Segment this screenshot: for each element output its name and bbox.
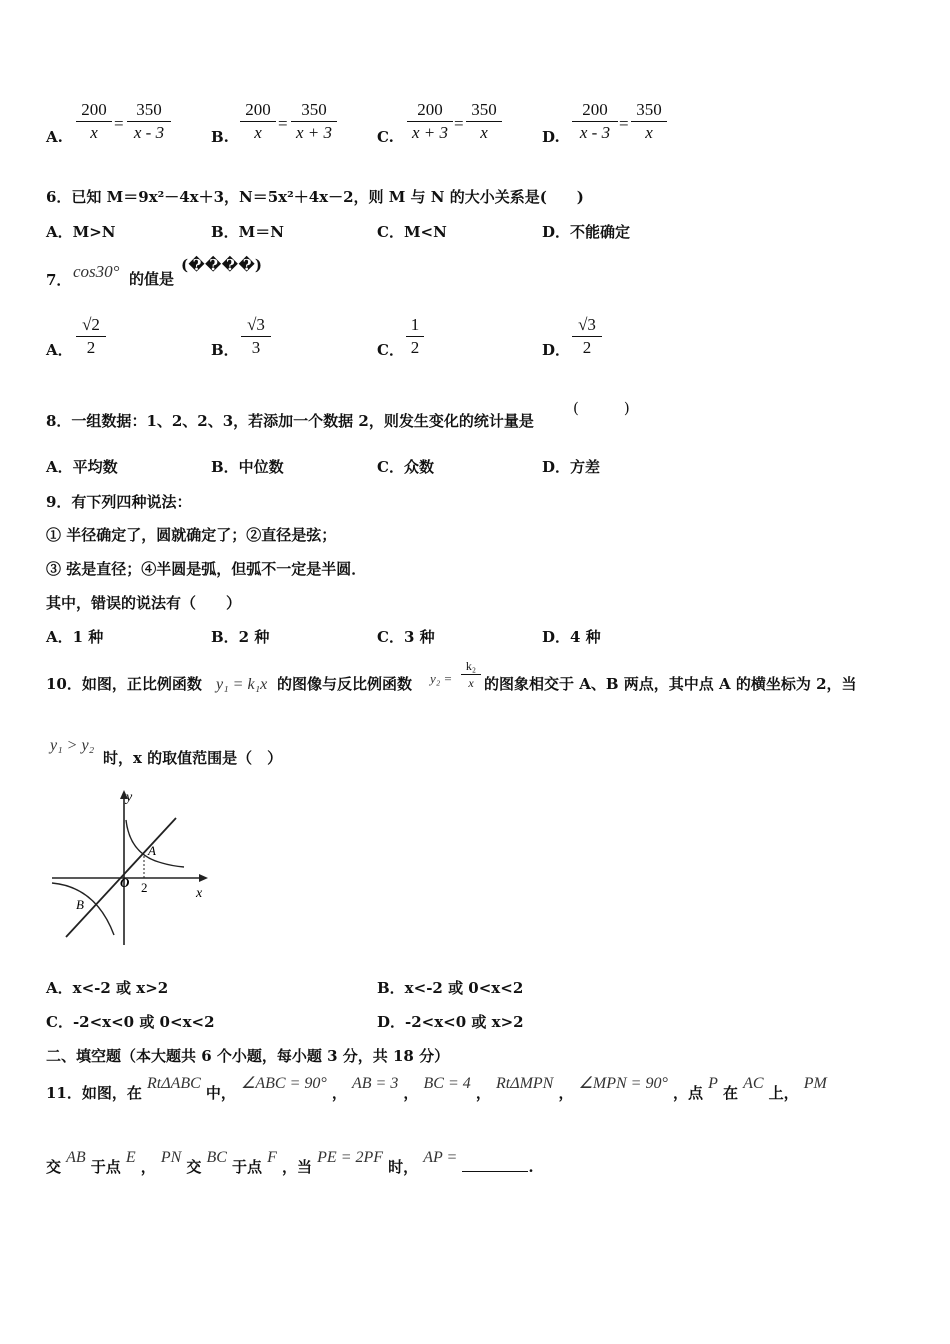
- section-2-title: 二、填空题（本大题共 6 个小题，每小题 3 分，共 18 分）: [46, 1047, 450, 1065]
- q6-option-d[interactable]: D．不能确定: [542, 223, 631, 241]
- q11-seg: ，点: [672, 1084, 703, 1102]
- frac-num: 200: [240, 100, 276, 122]
- q10-option-b[interactable]: B．x<-2 或 0<x<2: [377, 979, 524, 997]
- frac-num: √3: [241, 315, 271, 337]
- q7-expression: cos30°: [73, 262, 120, 281]
- q7-b-fraction: [241, 315, 271, 359]
- q11-seg: ，: [475, 1084, 491, 1102]
- q5-a-right-fraction: [127, 100, 171, 144]
- q5-a-left-fraction: [76, 100, 112, 144]
- q8-option-c[interactable]: C．众数: [377, 458, 434, 476]
- q11-seg: 于点: [90, 1158, 121, 1176]
- equals-sign: =: [619, 114, 629, 133]
- q11-math: RtΔMPN: [495, 1075, 554, 1092]
- origin-label: O: [120, 875, 130, 890]
- frac-num: 350: [466, 100, 502, 122]
- q11-math: PE = 2PF: [317, 1149, 384, 1166]
- q11-seg: 11．如图，在: [46, 1084, 142, 1102]
- q5-option-c-label[interactable]: C.: [377, 128, 394, 146]
- q7-number: 7．: [46, 271, 72, 289]
- q8-option-a[interactable]: A．平均数: [46, 458, 118, 476]
- frac-den: x: [480, 123, 488, 142]
- tick-2-label: 2: [141, 880, 148, 895]
- frac-num: 200: [76, 100, 112, 122]
- frac-den: x: [90, 123, 98, 142]
- q10-f1: y₁ = k₁x: [216, 676, 268, 693]
- q11-math: AP =: [423, 1149, 458, 1166]
- q11-math: F: [267, 1149, 277, 1166]
- equals-sign: =: [114, 114, 124, 133]
- frac-den: x: [645, 123, 653, 142]
- q11-math: ∠ABC = 90°: [241, 1075, 327, 1092]
- q10-part1: 10．如图，正比例函数: [46, 675, 202, 693]
- q7-paren: (����): [181, 256, 262, 274]
- q11-seg: ，: [558, 1084, 574, 1102]
- frac-den: x - 3: [133, 123, 165, 142]
- q11-math: ∠MPN = 90°: [578, 1075, 668, 1092]
- q11-math: PM: [803, 1075, 827, 1092]
- point-b-label: B: [76, 897, 84, 912]
- q7-a-fraction: [76, 315, 106, 359]
- q11-math: AB = 3: [351, 1075, 399, 1092]
- point-a-label: A: [148, 843, 156, 858]
- q11-line2: [46, 1146, 906, 1176]
- frac-den: x: [468, 676, 474, 690]
- q10-f2-lhs: y₂ =: [430, 671, 453, 686]
- q5-d-right-fraction: [631, 100, 667, 144]
- q9-option-a[interactable]: A．1 种: [46, 628, 104, 646]
- frac-num: 350: [291, 100, 337, 122]
- frac-num: 350: [631, 100, 667, 122]
- q11-seg: 时，: [388, 1158, 419, 1176]
- frac-den: 3: [251, 338, 261, 357]
- frac-den: x: [254, 123, 262, 142]
- q8-option-b[interactable]: B．中位数: [211, 458, 284, 476]
- q10-part3: 的图象相交于 A、B 两点，其中点 A 的横坐标为 2，当: [484, 675, 857, 693]
- frac-den: 2: [410, 338, 420, 357]
- frac-num: √2: [76, 315, 106, 337]
- q11-end: .: [528, 1158, 534, 1176]
- q10-f2-fraction: [461, 659, 481, 691]
- frac-num: 200: [572, 100, 618, 122]
- q9-stem: 9．有下列四种说法：: [46, 493, 192, 511]
- frac-num: k₂: [461, 659, 481, 675]
- q7-d-fraction: [572, 315, 602, 359]
- q10-option-a[interactable]: A．x<-2 或 x>2: [46, 979, 169, 997]
- q11-seg: ，: [140, 1158, 156, 1176]
- q5-option-d-label[interactable]: D.: [542, 128, 560, 146]
- q11-math: BC: [206, 1149, 227, 1166]
- frac-num: 350: [127, 100, 171, 122]
- q11-seg: 中，: [205, 1084, 236, 1102]
- frac-den: x + 3: [295, 123, 333, 142]
- q11-math: P: [708, 1075, 718, 1092]
- equals-sign: =: [278, 114, 288, 133]
- frac-num: 1: [406, 315, 424, 337]
- q11-seg: ，: [403, 1084, 419, 1102]
- q11-math: PN: [160, 1149, 182, 1166]
- q5-option-a-label[interactable]: A.: [46, 128, 63, 146]
- q5-b-right-fraction: [291, 100, 337, 144]
- q5-c-left-fraction: [407, 100, 453, 144]
- q5-option-b-label[interactable]: B.: [211, 128, 229, 146]
- q10-option-c[interactable]: C．-2<x<0 或 0<x<2: [46, 1013, 215, 1031]
- frac-den: 2: [86, 338, 96, 357]
- x-label: x: [196, 886, 203, 901]
- y-label: y: [126, 790, 133, 805]
- q11-seg: ，当: [282, 1158, 313, 1176]
- q11-math: E: [125, 1149, 136, 1166]
- x-axis-arrow-icon: [199, 874, 208, 882]
- frac-num: 200: [407, 100, 453, 122]
- frac-den: x + 3: [411, 123, 449, 142]
- q5-d-left-fraction: [572, 100, 618, 144]
- q7-option-a-label[interactable]: A．: [46, 341, 73, 359]
- q6-option-a[interactable]: A．M>N: [46, 223, 116, 241]
- q10-part4: 时，x 的取值范围是（ ）: [103, 749, 283, 767]
- q11-seg: 上，: [768, 1084, 799, 1102]
- q7-c-fraction: [406, 315, 424, 359]
- q11-seg: 在: [722, 1084, 738, 1102]
- q5-c-right-fraction: [466, 100, 502, 144]
- q10-option-d[interactable]: D．-2<x<0 或 x>2: [377, 1013, 524, 1031]
- q6-stem: 6．已知 M＝9x²－4x＋3，N＝5x²＋4x－2，则 M 与 N 的大小关系是( ): [46, 188, 584, 206]
- q9-option-b[interactable]: B．2 种: [211, 628, 270, 646]
- frac-num: √3: [572, 315, 602, 337]
- q8-stem: 8．一组数据：1、2、2、3，若添加一个数据 2，则发生变化的统计量是: [46, 412, 534, 430]
- q9-line3: 其中，错误的说法有（ ）: [46, 594, 242, 612]
- q11-seg: ，: [331, 1084, 347, 1102]
- q5-b-left-fraction: [240, 100, 276, 144]
- frac-den: 2: [582, 338, 592, 357]
- q7-tail: 的值是: [129, 270, 175, 288]
- q8-paren: ( ): [573, 399, 630, 417]
- q6-option-b[interactable]: B．M＝N: [211, 223, 284, 241]
- q11-math: AB: [66, 1149, 86, 1166]
- q11-math: RtΔABC: [146, 1075, 201, 1092]
- q10-condition: y₁ > y₂: [50, 737, 95, 754]
- q10-part2: 的图像与反比例函数: [277, 675, 413, 693]
- q7-option-b-label[interactable]: B．: [211, 341, 239, 359]
- q6-option-c[interactable]: C．M<N: [377, 223, 447, 241]
- q11-seg: 交: [46, 1158, 62, 1176]
- q11-math: BC = 4: [423, 1075, 471, 1092]
- q11-math: AC: [743, 1075, 764, 1092]
- q11-seg: 于点: [232, 1158, 263, 1176]
- frac-den: x - 3: [579, 123, 611, 142]
- q9-option-d[interactable]: D．4 种: [542, 628, 601, 646]
- answer-blank[interactable]: [462, 1157, 528, 1172]
- q7-option-c-label[interactable]: C．: [377, 341, 404, 359]
- q9-option-c[interactable]: C．3 种: [377, 628, 435, 646]
- q11-line1: [46, 1072, 906, 1102]
- q8-option-d[interactable]: D．方差: [542, 458, 601, 476]
- q9-line2: ③ 弦是直径；④半圆是弧，但弧不一定是半圆．: [46, 560, 367, 578]
- q10-graph: [44, 785, 214, 950]
- equals-sign: =: [454, 114, 464, 133]
- q7-option-d-label[interactable]: D．: [542, 341, 571, 359]
- q11-seg: 交: [186, 1158, 202, 1176]
- q9-line1: ① 半径确定了，圆就确定了；②直径是弦；: [46, 526, 337, 544]
